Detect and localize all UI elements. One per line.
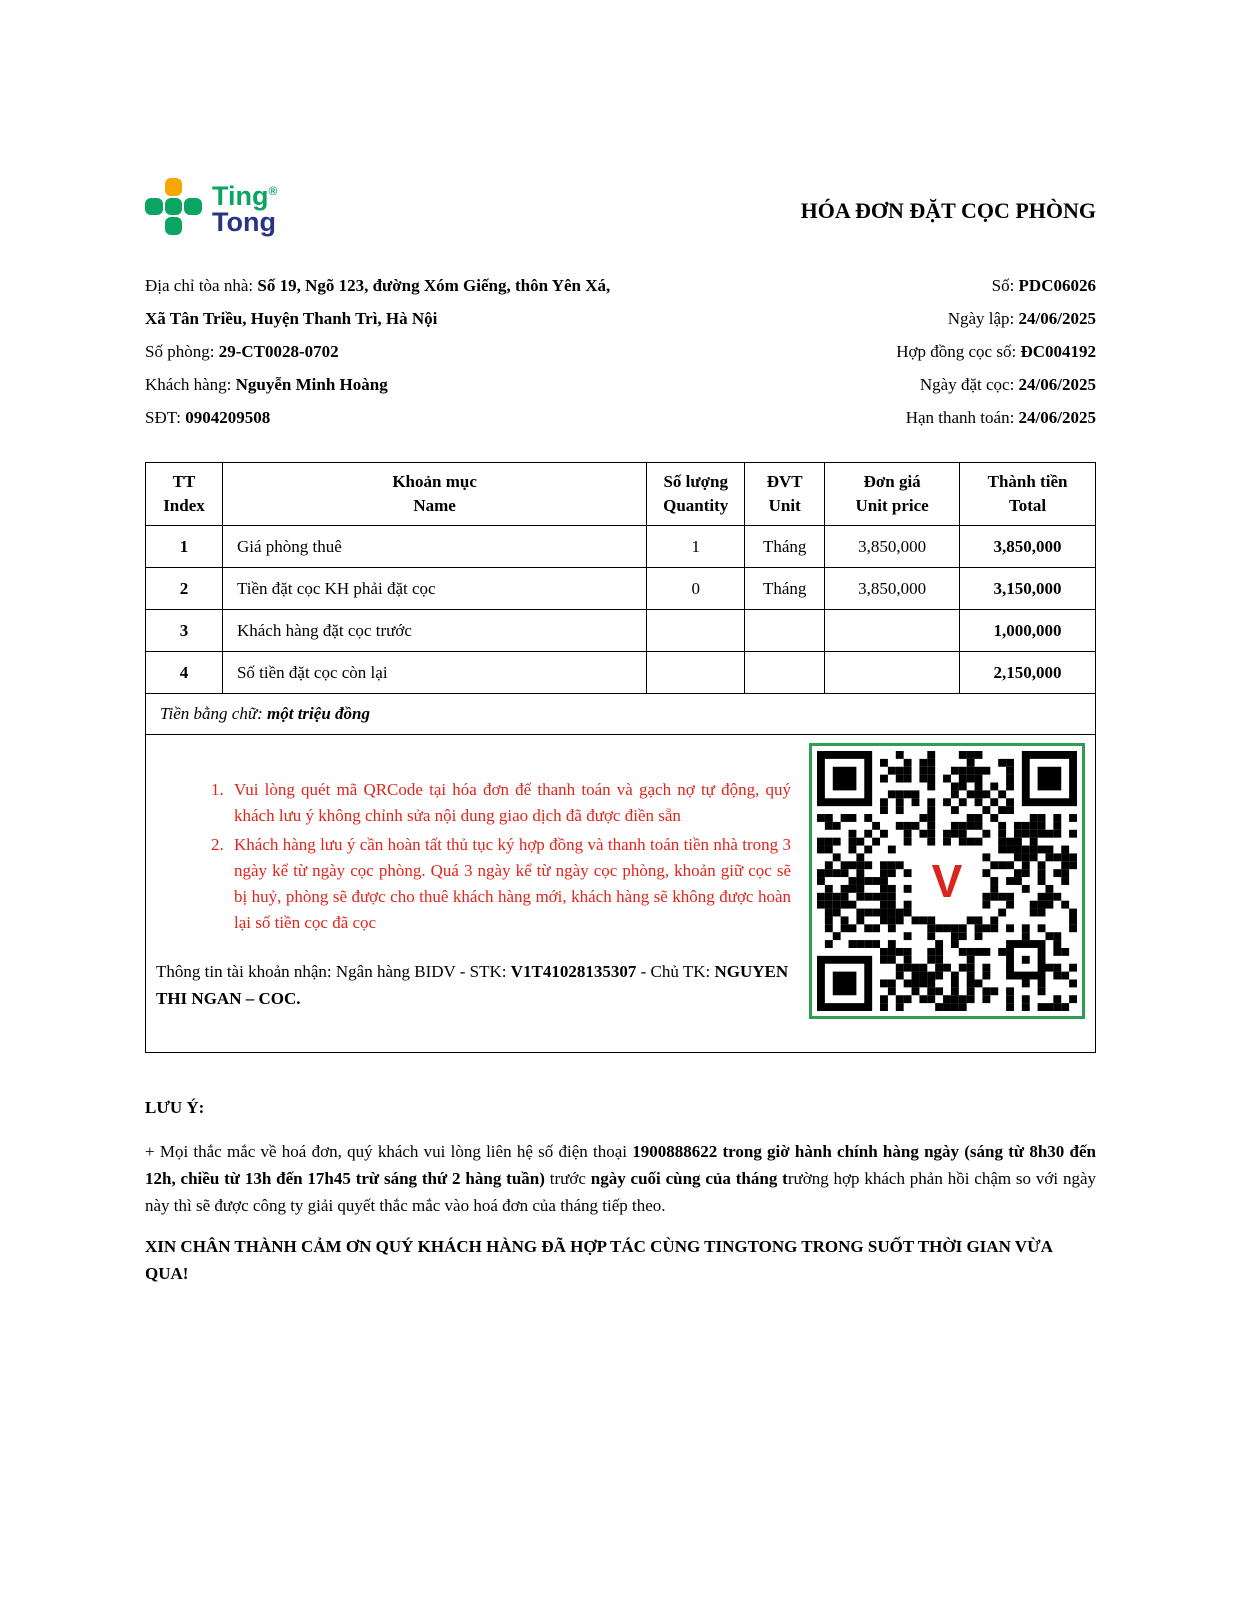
cell-unit-price [825,610,960,652]
contract-label: Hợp đồng cọc số: [896,342,1021,361]
cell-unit: Tháng [745,568,825,610]
due-date [896,401,1096,434]
customer-name [145,368,610,401]
notes-content [146,735,809,1052]
cell-total: 2,150,000 [960,652,1096,694]
note-title: LƯU Ý: [145,1098,205,1117]
contact-note: + Mọi thắc mắc về hoá đơn, quý khách vui lòng liên hệ số điện thoại 1900888622 trong giờ hành chính hàng ngày (sáng từ 8h30 đến 12h, chiều từ 13h đến 17h45 trừ sáng thứ 2 hàng tuần) trước ngày cuối cùng của tháng trường hợp khách phản hồi chậm so với ngày này thì sẽ được công ty giải quyết thắc mắc vào hoá đơn của tháng tiếp theo. [145,1142,1096,1215]
cell-index: 4 [146,652,223,694]
address-label: Địa chỉ tòa nhà: [145,276,258,295]
customer-value: Nguyễn Minh Hoàng [235,375,388,394]
deposit-date-label: Ngày đặt cọc: [919,375,1019,394]
building-address-line1 [145,269,610,302]
table-row [146,526,1096,568]
room-label: Số phòng: [145,342,219,361]
phone-label: SĐT: [145,408,186,427]
cell-index: 2 [146,568,223,610]
deposit-date-value: 24/06/2025 [1018,375,1096,394]
cell-total: 3,850,000 [960,526,1096,568]
amount-in-words-label: Tiền bằng chữ: [160,704,268,723]
cell-total: 3,150,000 [960,568,1096,610]
info-left [145,269,610,434]
cell-total: 1,000,000 [960,610,1096,652]
col-header-unit: ĐVT Unit [745,463,825,526]
bank-holder-label: - Chủ TK: [636,962,715,981]
contract-number [896,335,1096,368]
bank-info-label: Thông tin tài khoản nhận: Ngân hàng BIDV - STK: [156,962,511,981]
room-number [145,335,610,368]
col-header-total: Thành tiền Total [960,463,1096,526]
bank-account-number: V1T41028135307 [510,962,637,981]
logo-tong: Tong [212,207,276,237]
invoice-number [896,269,1096,302]
info-section [145,269,1096,434]
cell-unit [745,652,825,694]
logo-ting: Ting [212,181,269,211]
cell-name: Giá phòng thuê [222,526,646,568]
header [145,178,1096,235]
cell-index: 1 [146,526,223,568]
payment-note-item: 1. Vui lòng quét mã QRCode tại hóa đơn để thanh toán và gạch nợ tự động, quý khách lưu ý không chỉnh sửa nội dung giao dịch đã được điền sẵn [228,777,791,829]
col-header-index: TT Index [146,463,223,526]
amount-in-words-value: một triệu đồng [267,704,370,723]
qr-center-logo-icon: V [918,852,976,910]
invoice-title: HÓA ĐƠN ĐẶT CỌC PHÒNG [800,198,1096,223]
table-row [146,610,1096,652]
logo-text [212,178,277,235]
items-table [145,462,1096,694]
deposit-date [896,368,1096,401]
footer-section [145,1098,1096,1287]
contract-value: ĐC004192 [1020,342,1096,361]
table-row [146,652,1096,694]
address-value-1: Số 19, Ngõ 123, đường Xóm Giếng, thôn Yên Xá, [257,276,611,295]
payment-qr-code [809,743,1085,1019]
phone-value: 0904209508 [185,408,271,427]
issue-date-label: Ngày lập: [947,309,1019,328]
cell-quantity [647,610,745,652]
col-header-quantity: Số lượng Quantity [647,463,745,526]
due-date-value: 24/06/2025 [1018,408,1096,427]
issue-date [896,302,1096,335]
closing-thanks: XIN CHÂN THÀNH CẢM ƠN QUÝ KHÁCH HÀNG ĐÃ HỢP TÁC CÙNG TINGTONG TRONG SUỐT THỜI GIAN VỪA QUA! [145,1237,1052,1283]
table-header-row [146,463,1096,526]
bank-holder-name: NGUYEN THI NGAN – COC. [156,962,789,1008]
invoice-number-label: Số: [991,276,1019,295]
cell-name: Số tiền đặt cọc còn lại [222,652,646,694]
building-address-line2 [145,302,610,335]
table-row [146,568,1096,610]
payment-note-item: 2. Khách hàng lưu ý cần hoàn tất thủ tục ký hợp đồng và thanh toán tiền nhà trong 3 ngày kể từ ngày cọc phòng. Quá 3 ngày kể từ ngày cọc phòng, khoản giữ cọc sẽ bị huỷ, phòng sẽ được cho thuê khách hàng mới, khách hàng sẽ không được hoàn lại số tiền cọc đã cọc [228,832,791,936]
notes-box [145,735,1096,1053]
tingtong-logo [145,178,277,235]
cell-quantity: 1 [647,526,745,568]
tingtong-plus-icon [145,178,202,235]
cell-unit-price: 3,850,000 [825,568,960,610]
cell-name: Tiền đặt cọc KH phải đặt cọc [222,568,646,610]
cell-unit-price [825,652,960,694]
col-header-unit-price: Đơn giá Unit price [825,463,960,526]
room-value: 29-CT0028-0702 [218,342,339,361]
customer-label: Khách hàng: [145,375,236,394]
payment-notes-list [156,777,791,936]
address-value-2: Xã Tân Triều, Huyện Thanh Trì, Hà Nội [145,309,438,328]
customer-phone [145,401,610,434]
due-date-label: Hạn thanh toán: [905,408,1019,427]
cell-index: 3 [146,610,223,652]
cell-quantity [647,652,745,694]
cell-name: Khách hàng đặt cọc trước [222,610,646,652]
bank-info [156,958,791,1012]
cell-unit [745,610,825,652]
cell-quantity: 0 [647,568,745,610]
invoice-number-value: PDC06026 [1018,276,1096,295]
amount-in-words [145,694,1096,735]
registered-mark: ® [268,184,278,198]
col-header-name: Khoản mục Name [222,463,646,526]
cell-unit-price: 3,850,000 [825,526,960,568]
cell-unit: Tháng [745,526,825,568]
info-right [896,269,1096,434]
issue-date-value: 24/06/2025 [1018,309,1096,328]
